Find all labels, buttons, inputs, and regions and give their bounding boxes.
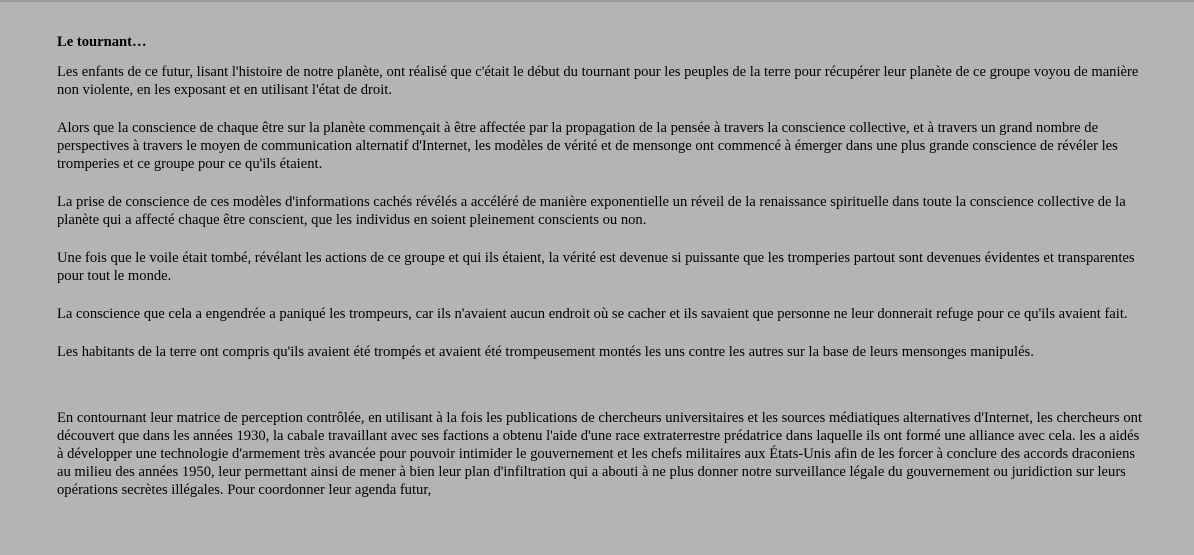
paragraph: Les enfants de ce futur, lisant l'histoire de notre planète, ont réalisé que c'était le début du tournant pour les peuples de la terre pour récupérer leur planète de ce groupe voyou de manière non violente, en les exposant et en utilisant l'état de droit. (57, 64, 1139, 98)
paragraph: Les habitants de la terre ont compris qu'ils avaient été trompés et avaient été trompeusement montés les uns contre les autres sur la base de leurs mensonges manipulés. (57, 344, 1034, 360)
paragraph: La prise de conscience de ces modèles d'informations cachés révélés a accéléré de manière exponentielle un réveil de la renaissance spirituelle dans toute la conscience collective de la planète qui a affecté chaque être conscient, que les individus en soient pleinement conscients ou non. (57, 194, 1126, 228)
paragraph: En contournant leur matrice de perception contrôlée, en utilisant à la fois les publications de chercheurs universitaires et les sources médiatiques alternatives d'Internet, les chercheurs ont découvert que dans les années 1930, la cabale travaillant avec ses factions a obtenu l'aide d'une race extraterrestre prédatrice dans laquelle ils ont formé une alliance avec cela. les a aidés à développer une technologie d'armement très avancée pour pouvoir intimider le gouvernement et les chefs militaires aux États-Unis afin de les forcer à conclure des accords draconiens au milieu des années 1950, leur permettant ainsi de mener à bien leur plan d'infiltration qui a abouti à ne plus donner notre surveillance légale du gouvernement ou juridiction sur leurs opérations secrètes illégales. Pour coordonner leur agenda futur, (57, 410, 1143, 498)
paragraph: Alors que la conscience de chaque être sur la planète commençait à être affectée par la propagation de la pensée à travers la conscience collective, et à travers un grand nombre de perspectives à travers le moyen de communication alternatif d'Internet, les modèles de vérité et de mensonge ont commencé à émerger dans une plus grande conscience de révéler les tromperies et ce groupe pour ce qu'ils étaient. (57, 120, 1118, 172)
section-title: Le tournant… (57, 34, 147, 50)
paragraph: La conscience que cela a engendrée a paniqué les trompeurs, car ils n'avaient aucun endroit où se cacher et ils savaient que personne ne leur donnerait refuge pour ce qu'ils avaient fait. (57, 306, 1128, 322)
paragraph: Une fois que le voile était tombé, révélant les actions de ce groupe et qui ils étaient, la vérité est devenue si puissante que les tromperies partout sont devenues évidentes et transparentes pour tout le monde. (57, 250, 1135, 284)
document-body (57, 33, 1149, 519)
